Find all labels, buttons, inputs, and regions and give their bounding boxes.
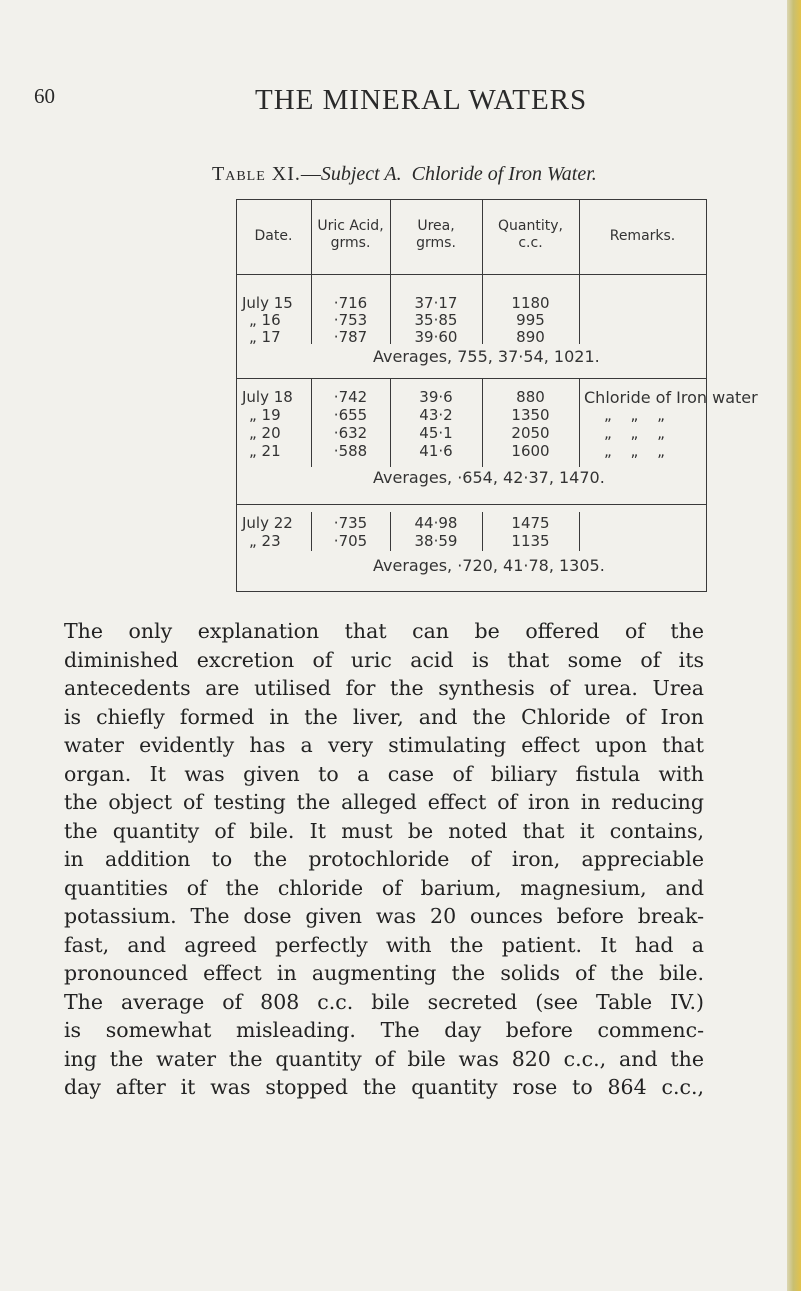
table-cell: 890 [516,328,545,346]
table-cell: ·632 [333,424,368,442]
table-cell: „ 23 [249,532,281,550]
table-cell: ·735 [333,514,368,532]
table-cell: 44·98 [414,514,458,532]
table-cell: 37·17 [414,294,458,312]
table-cell: „ 16 [249,311,281,329]
table-cell: 35·85 [414,311,458,329]
table-cell: July 22 [242,514,293,532]
g3-divider-4 [579,512,580,551]
caption-subject: Subject A. [320,163,402,185]
group-rule [236,504,707,505]
table-cell: 1350 [511,406,550,424]
table-cell: 995 [516,311,545,329]
text-line: in addition to the protochloride of iron, appreciable [64,847,704,871]
table-cell: 38·59 [414,532,458,550]
table-cell: ·655 [333,406,368,424]
table-cell: 1180 [511,294,550,312]
header-urea: Urea, grms. [416,218,456,251]
text-line: day after it was stopped the quantity rose to 864 c.c., [64,1075,704,1099]
header-uric-acid: Uric Acid, grms. [317,218,384,251]
table-cell: 1600 [511,442,550,460]
remark-cell: „ „ „ [604,406,665,424]
averages-row: Averages, 755, 37·54, 1021. [373,347,600,366]
header-date: Date. [254,228,293,244]
remark-cell: „ „ „ [604,424,665,442]
remark-cell: Chloride of Iron water [584,388,758,407]
averages-row: Averages, ·654, 42·37, 1470. [373,468,605,487]
text-line: The average of 808 c.c. bile secreted (see Table IV.) [64,989,704,1014]
table-cell: 1135 [511,532,550,550]
text-line: organ. It was given to a case of biliary fistula with [64,761,704,786]
table-cell: „ 21 [249,442,281,460]
caption-title: Chloride of Iron Water. [411,163,597,185]
header-remarks: Remarks. [609,228,676,244]
text-line: the quantity of bile. It must be noted that it contains, [64,818,704,843]
text-line: quantities of the chloride of barium, magnesium, and [64,875,704,900]
table-cell: ·588 [333,442,368,460]
table-label: Table XI. [212,163,301,185]
text-line: is somewhat misleading. The day before commenc- [64,1018,704,1042]
table-cell: 2050 [511,424,550,442]
table-cell: 1475 [511,514,550,532]
table-cell: July 18 [242,388,293,406]
table-cell: „ 17 [249,328,281,346]
text-line: diminished excretion of uric acid is that some of its [64,647,704,672]
header-rule [236,274,707,275]
table-cell: ·753 [333,311,368,329]
text-line: potassium. The dose given was 20 ounces before break- [64,904,704,928]
group-rule [236,378,707,379]
header-quantity: Quantity, c.c. [498,218,563,251]
averages-row: Averages, ·720, 41·78, 1305. [373,556,605,575]
data-table [0,0,801,600]
table-cell: ·742 [333,388,368,406]
table-cell: „ 20 [249,424,281,442]
table-left-rule [236,199,237,592]
text-line: antecedents are utilised for the synthesis of urea. Urea [64,676,704,700]
table-cell: ·787 [333,328,368,346]
table-bottom-rule [236,591,707,592]
table-cell: ·716 [333,294,368,312]
text-line: ing the water the quantity of bile was 820 c.c., and the [64,1046,704,1071]
text-line: the object of testing the alleged effect of iron in reducing [64,790,704,814]
running-head: THE MINERAL WATERS [255,84,588,116]
text-line: fast, and agreed perfectly with the patient. It had a [64,932,704,957]
caption-dash: — [300,163,321,185]
table-cell: 45·1 [419,424,453,442]
table-cell: 880 [516,388,545,406]
remark-cell: „ „ „ [604,442,665,460]
page-number: 60 [34,84,55,108]
text-line: The only explanation that can be offered of the [64,619,704,643]
table-cell: 39·60 [414,328,458,346]
body-paragraph [64,617,704,1102]
text-line: is chiefly formed in the liver, and the Chloride of Iron [64,704,704,729]
text-line: water evidently has a very stimulating effect upon that [64,733,704,757]
table-cell: 43·2 [419,406,453,424]
table-cell: „ 19 [249,406,281,424]
g1-divider-4 [579,274,580,344]
table-top-rule [236,199,707,200]
table-cell: ·705 [333,532,368,550]
table-cell: 39·6 [419,388,453,406]
g2-divider-4 [579,378,580,467]
text-line: pronounced effect in augmenting the solids of the bile. [64,961,704,985]
table-cell: July 15 [242,294,293,312]
table-cell: 41·6 [419,442,453,460]
